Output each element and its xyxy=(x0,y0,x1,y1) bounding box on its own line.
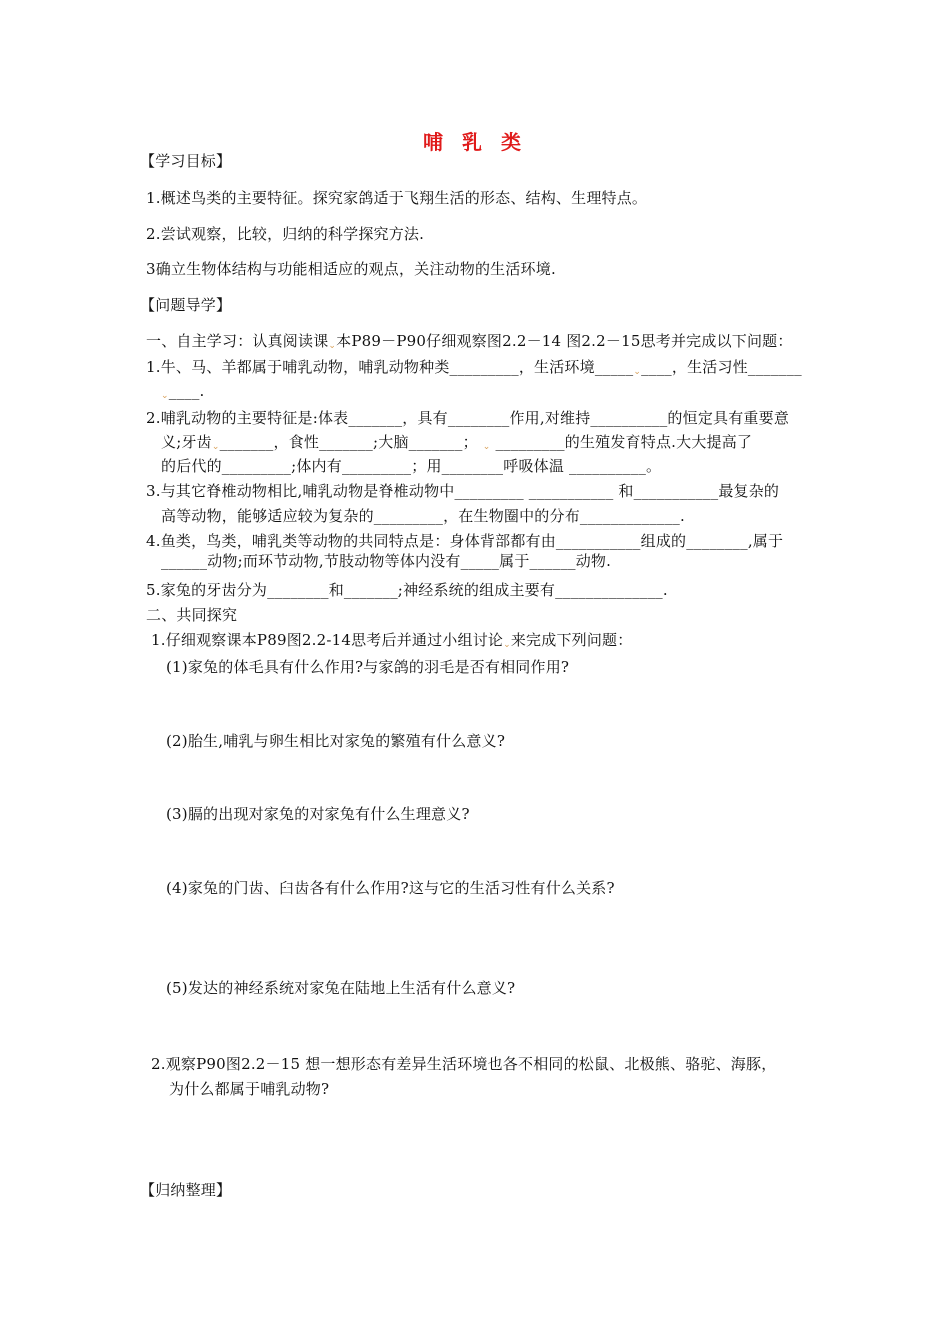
edit-mark: ⌄ xyxy=(633,367,642,377)
sub-question-2: (2)胎生,哺乳与卵生相比对家兔的繁殖有什么意义? xyxy=(166,732,506,750)
part1-heading-text-b: 本P89－P90仔细观察图2.2－14 图2.2－15思考并完成以下问题： xyxy=(336,332,793,350)
question-5: 5.家兔的牙齿分为________和_______;神经系统的组成主要有______________. xyxy=(146,581,668,599)
page-title: 哺 乳 类 xyxy=(423,130,527,154)
question-3-line-1: 3.与其它脊椎动物相比,哺乳动物是脊椎动物中_________ ___________ 和___________最复杂的 xyxy=(146,482,780,500)
question-2-text-b: _______，食性_______;大脑_______； xyxy=(219,433,478,451)
question-3-line-2: 高等动物，能够适应较为复杂的_________，在生物圈中的分布_____________. xyxy=(161,507,685,525)
part1-heading-text-a: 一、自主学习：认真阅读课 xyxy=(146,332,329,350)
goal-1: 1.概述鸟类的主要特征。探究家鸽适于飞翔生活的形态、结构、生理特点。 xyxy=(146,189,648,207)
summary-heading: 【归纳整理】 xyxy=(140,1181,232,1199)
question-1-line-2 xyxy=(161,381,205,406)
question-2-line-2 xyxy=(161,432,752,457)
part2-item-2-line-1: 2.观察P90图2.2－15 想一想形态有差异生活环境也各不相同的松鼠、北极熊、骆驼、海豚， xyxy=(151,1055,777,1073)
sub-question-5: (5)发达的神经系统对家兔在陆地上生活有什么意义? xyxy=(166,979,516,997)
sub-question-1: (1)家兔的体毛具有什么作用?与家鸽的羽毛是否有相同作用? xyxy=(166,658,570,676)
question-2-line-3: 的后代的_________;体内有_________；用________呼吸体温 __________。 xyxy=(161,457,662,475)
sub-question-4: (4)家兔的门齿、臼齿各有什么作用?这与它的生活习性有什么关系? xyxy=(166,879,615,897)
learning-goals-heading: 【学习目标】 xyxy=(140,152,232,170)
goal-2: 2.尝试观察，比较，归纳的科学探究方法. xyxy=(146,225,425,243)
question-1-text-a: 1.牛、马、羊都属于哺乳动物，哺乳动物种类_________，生活环境_____ xyxy=(146,358,634,376)
edit-mark: ⌄ xyxy=(503,640,511,650)
goal-3: 3确立生物体结构与功能相适应的观点，关注动物的生活环境. xyxy=(146,260,556,278)
question-4-line-1: 4.鱼类，鸟类，哺乳类等动物的共同特点是：身体背部都有由___________组成的________,属于 xyxy=(146,532,784,550)
edit-mark: ⌄ xyxy=(161,391,169,401)
question-4-line-2: ______动物;而环节动物,节肢动物等体内没有_____属于______动物. xyxy=(161,552,612,570)
part2-item-2-line-2: 为什么都属于哺乳动物? xyxy=(169,1080,330,1098)
edit-mark: ⌄ xyxy=(482,442,491,452)
sub-question-3: (3)膈的出现对家兔的对家兔有什么生理意义? xyxy=(166,805,470,823)
question-1-text-b: ____，生活习性_______ xyxy=(641,358,802,376)
part1-heading xyxy=(146,331,793,356)
question-1-text-c: ____. xyxy=(168,382,205,400)
part2-item-1 xyxy=(151,630,632,655)
question-guide-heading: 【问题导学】 xyxy=(140,296,232,314)
question-2-line-1: 2.哺乳动物的主要特征是:体表_______，具有________作用,对维持__________的恒定具有重要意 xyxy=(146,409,790,427)
part2-heading: 二、共同探究 xyxy=(146,606,238,624)
question-2-text-c: _________的生殖发育特点.大大提高了 xyxy=(495,433,753,451)
edit-mark: ⌄ xyxy=(328,341,337,351)
edit-mark: ⌄ xyxy=(211,442,220,452)
part2-item-1-text-a: 1.仔细观察课本P89图2.2-14思考后并通过小组讨论 xyxy=(151,631,504,649)
question-2-text-a: 义;牙齿 xyxy=(161,433,212,451)
part2-item-1-text-b: 来完成下列问题： xyxy=(510,631,633,649)
question-1-line-1 xyxy=(146,357,802,382)
